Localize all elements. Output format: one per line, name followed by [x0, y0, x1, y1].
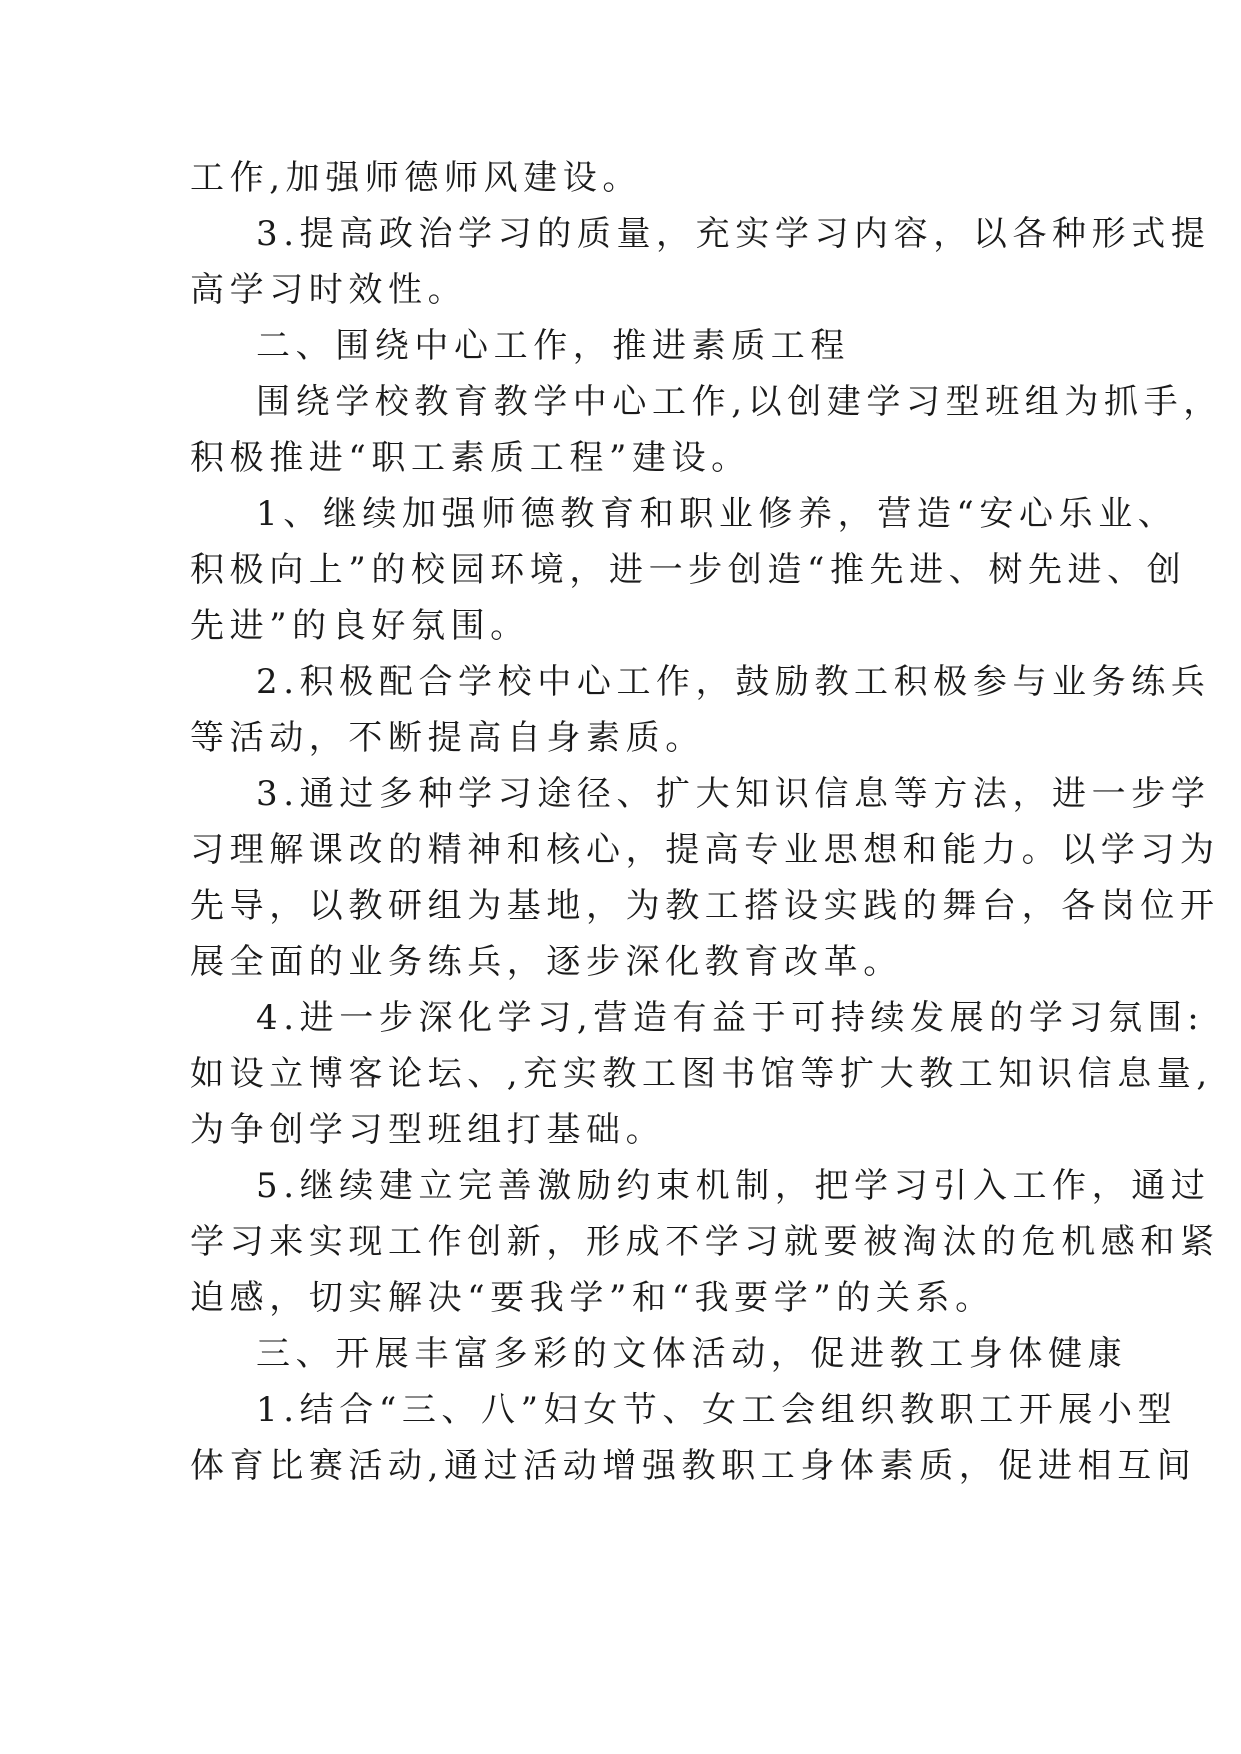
text-line: 4.进一步深化学习,营造有益于可持续发展的学习氛围: — [256, 998, 1205, 1038]
text-line: 1、继续加强师德教育和职业修养，营造“安心乐业、 — [256, 494, 1178, 534]
text-line: 迫感，切实解决“要我学”和“我要学”的关系。 — [190, 1278, 995, 1318]
text-line: 5.继续建立完善激励约束机制，把学习引入工作，通过 — [256, 1166, 1211, 1206]
section-heading: 三、开展丰富多彩的文体活动，促进教工身体健康 — [256, 1334, 1128, 1374]
text-line: 积极推进“职工素质工程”建设。 — [190, 438, 751, 478]
text-line: 习理解课改的精神和核心，提高专业思想和能力。以学习为 — [190, 830, 1220, 870]
text-line: 等活动，不断提高自身素质。 — [190, 718, 705, 758]
text-line: 2.积极配合学校中心工作，鼓励教工积极参与业务练兵 — [256, 662, 1211, 702]
text-line: 1.结合“三、八”妇女节、女工会组织教职工开展小型 — [256, 1390, 1178, 1430]
text-line: 先进”的良好氛围。 — [190, 606, 530, 646]
text-line: 学习来实现工作创新，形成不学习就要被淘汰的危机感和紧 — [190, 1222, 1220, 1262]
text-line: 如设立博客论坛、,充实教工图书馆等扩大教工知识信息量, — [190, 1054, 1213, 1094]
text-line: 高学习时效性。 — [190, 270, 468, 310]
document-page — [190, 150, 1223, 1494]
text-line: 体育比赛活动,通过活动增强教职工身体素质，促进相互间 — [190, 1446, 1197, 1486]
text-line: 先导，以教研组为基地，为教工搭设实践的舞台，各岗位开 — [190, 886, 1220, 926]
text-line: 围绕学校教育教学中心工作,以创建学习型班组为抓手， — [256, 382, 1223, 422]
text-line: 工作,加强师德师风建设。 — [190, 158, 643, 198]
section-heading: 二、围绕中心工作，推进素质工程 — [256, 326, 850, 366]
text-line: 3.提高政治学习的质量，充实学习内容，以各种形式提 — [256, 214, 1211, 254]
text-line: 展全面的业务练兵，逐步深化教育改革。 — [190, 942, 903, 982]
text-line: 积极向上”的校园环境，进一步创造“推先进、树先进、创 — [190, 550, 1187, 590]
text-line: 为争创学习型班组打基础。 — [190, 1110, 666, 1150]
text-line: 3.通过多种学习途径、扩大知识信息等方法，进一步学 — [256, 774, 1211, 814]
